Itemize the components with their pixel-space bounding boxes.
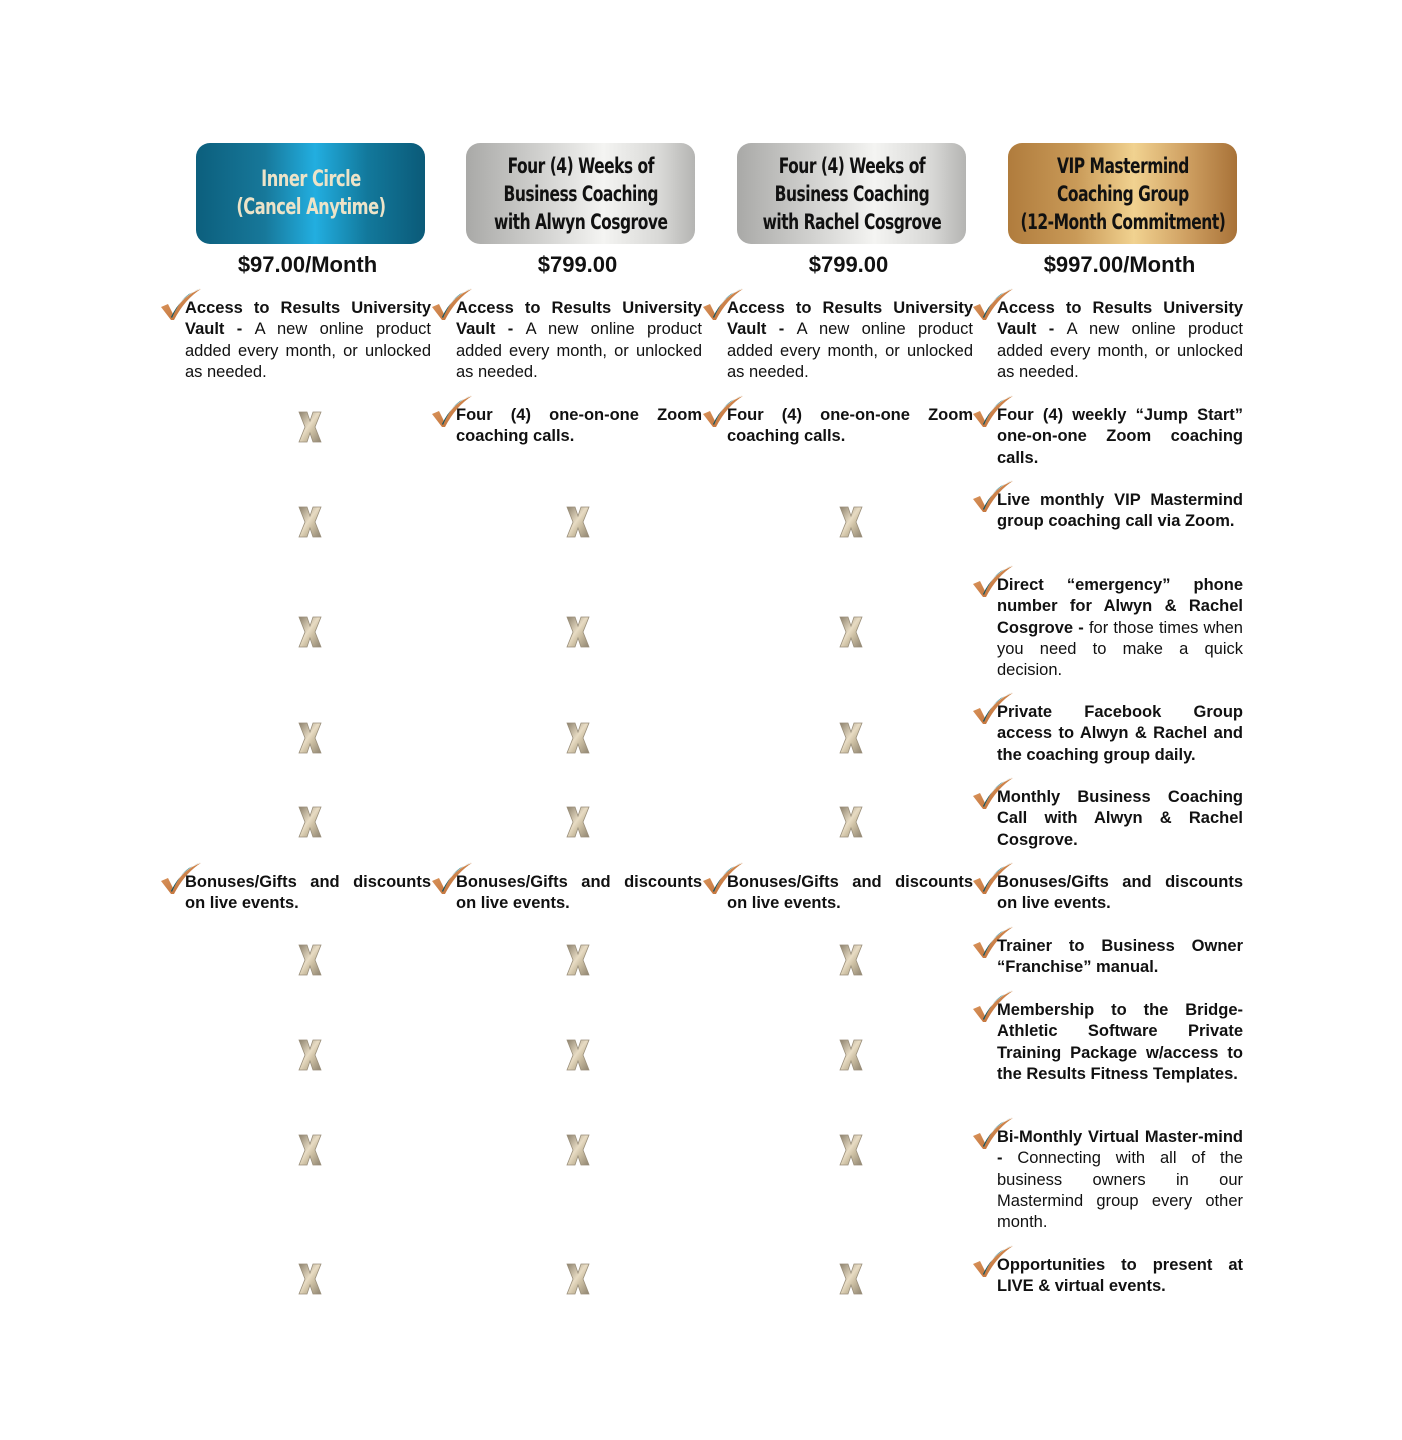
feature-title: Access to Results University Vault -	[456, 299, 702, 339]
feature-opportunities	[997, 1255, 1243, 1298]
badge-line: with Rachel Cosgrove	[762, 209, 941, 234]
feature-bonuses	[727, 872, 973, 915]
feature-title: Four (4) one-on-one Zoom coaching calls.	[456, 406, 702, 446]
feature-bonuses	[997, 872, 1243, 915]
badge-line: Inner Circle	[260, 166, 361, 192]
feature-title: Bi-Monthly Virtual Master-mind -	[997, 1128, 1243, 1168]
x-icon	[566, 806, 590, 838]
feature-description: Connecting with all of the business owners in our Mastermind group every other month.	[997, 1149, 1243, 1232]
x-icon	[566, 1134, 590, 1166]
feature-title: Monthly Business Coaching Call with Alwyn & Rachel Cosgrove.	[997, 788, 1243, 849]
x-icon	[298, 806, 322, 838]
badge-line: Business Coaching	[503, 181, 658, 206]
feature-description: for those times when you need to make a quick decision.	[997, 618, 1243, 680]
feature-zoom4	[727, 405, 973, 448]
feature-emergency	[997, 575, 1243, 681]
x-icon	[566, 1263, 590, 1295]
plan-badge-vip-mastermind	[1008, 143, 1237, 244]
badge-line: (12-Month Commitment)	[1020, 209, 1225, 234]
feature-title: Bonuses/Gifts and discounts on live events.	[456, 873, 702, 913]
x-icon	[298, 616, 322, 648]
feature-bimonthly	[997, 1127, 1243, 1233]
x-icon	[839, 944, 863, 976]
x-icon	[566, 944, 590, 976]
plan-price-inner-circle: $97.00/Month	[237, 252, 378, 277]
feature-description: A new online product added every month, or unlocked as needed.	[185, 320, 431, 381]
badge-line: Business Coaching	[774, 181, 929, 206]
feature-bonuses	[456, 872, 702, 915]
x-icon	[298, 506, 322, 538]
x-icon	[298, 944, 322, 976]
x-icon	[566, 722, 590, 754]
feature-description: A new online product added every month, or unlocked as needed.	[456, 320, 702, 381]
feature-monthly-call	[997, 787, 1243, 851]
feature-title: Opportunities to present at LIVE & virtual events.	[997, 1256, 1243, 1296]
x-icon	[298, 1263, 322, 1295]
feature-vip-live	[997, 490, 1243, 533]
x-icon	[566, 506, 590, 538]
feature-title: Bonuses/Gifts and discounts on live events.	[185, 873, 431, 913]
feature-title: Membership to the Bridge-Athletic Software Private Training Package w/access to the Results Fitness Templates.	[997, 1001, 1243, 1083]
feature-title: Four (4) weekly “Jump Start” one-on-one Zoom coaching calls.	[997, 406, 1243, 467]
plan-price-alwyn-coaching: $799.00	[537, 252, 618, 277]
feature-bridge	[997, 1000, 1243, 1085]
plan-badge-inner-circle	[196, 143, 425, 244]
feature-description: A new online product added every month, or unlocked as needed.	[997, 320, 1243, 381]
plan-badge-alwyn-coaching	[466, 143, 695, 244]
x-icon	[566, 1039, 590, 1071]
plan-badge-rachel-coaching	[737, 143, 966, 244]
feature-vault	[185, 298, 431, 383]
feature-title: Access to Results University Vault -	[185, 299, 431, 339]
feature-title: Bonuses/Gifts and discounts on live events.	[727, 873, 973, 913]
feature-title: Live monthly VIP Mastermind group coaching call via Zoom.	[997, 491, 1243, 531]
x-icon	[566, 616, 590, 648]
badge-line: (Cancel Anytime)	[235, 194, 386, 220]
x-icon	[298, 411, 322, 443]
feature-jumpstart	[997, 405, 1243, 469]
badge-line: Four (4) Weeks of	[778, 153, 925, 178]
feature-vault	[727, 298, 973, 383]
x-icon	[839, 1263, 863, 1295]
feature-facebook	[997, 702, 1243, 766]
feature-title: Direct “emergency” phone number for Alwyn & Rachel Cosgrove -	[997, 576, 1243, 637]
x-icon	[298, 1039, 322, 1071]
x-icon	[839, 506, 863, 538]
feature-bonuses	[185, 872, 431, 915]
x-icon	[839, 722, 863, 754]
badge-line: VIP Mastermind	[1056, 153, 1189, 178]
feature-vault	[456, 298, 702, 383]
plan-price-rachel-coaching: $799.00	[808, 252, 889, 277]
x-icon	[839, 1134, 863, 1166]
plan-price-vip-mastermind: $997.00/Month	[1043, 252, 1196, 277]
feature-title: Access to Results University Vault -	[727, 299, 973, 339]
x-icon	[839, 1039, 863, 1071]
badge-line: with Alwyn Cosgrove	[493, 209, 668, 234]
feature-title: Bonuses/Gifts and discounts on live events.	[997, 873, 1243, 913]
badge-line: Coaching Group	[1056, 181, 1189, 206]
x-icon	[298, 1134, 322, 1166]
x-icon	[298, 722, 322, 754]
feature-franchise	[997, 936, 1243, 979]
badge-line: Four (4) Weeks of	[507, 153, 654, 178]
x-icon	[839, 806, 863, 838]
feature-title: Access to Results University Vault -	[997, 299, 1243, 339]
feature-description: A new online product added every month, or unlocked as needed.	[727, 320, 973, 381]
feature-title: Private Facebook Group access to Alwyn & Rachel and the coaching group daily.	[997, 703, 1243, 764]
feature-title: Four (4) one-on-one Zoom coaching calls.	[727, 406, 973, 446]
feature-vault	[997, 298, 1243, 383]
feature-title: Trainer to Business Owner “Franchise” manual.	[997, 937, 1243, 977]
feature-zoom4	[456, 405, 702, 448]
x-icon	[839, 616, 863, 648]
